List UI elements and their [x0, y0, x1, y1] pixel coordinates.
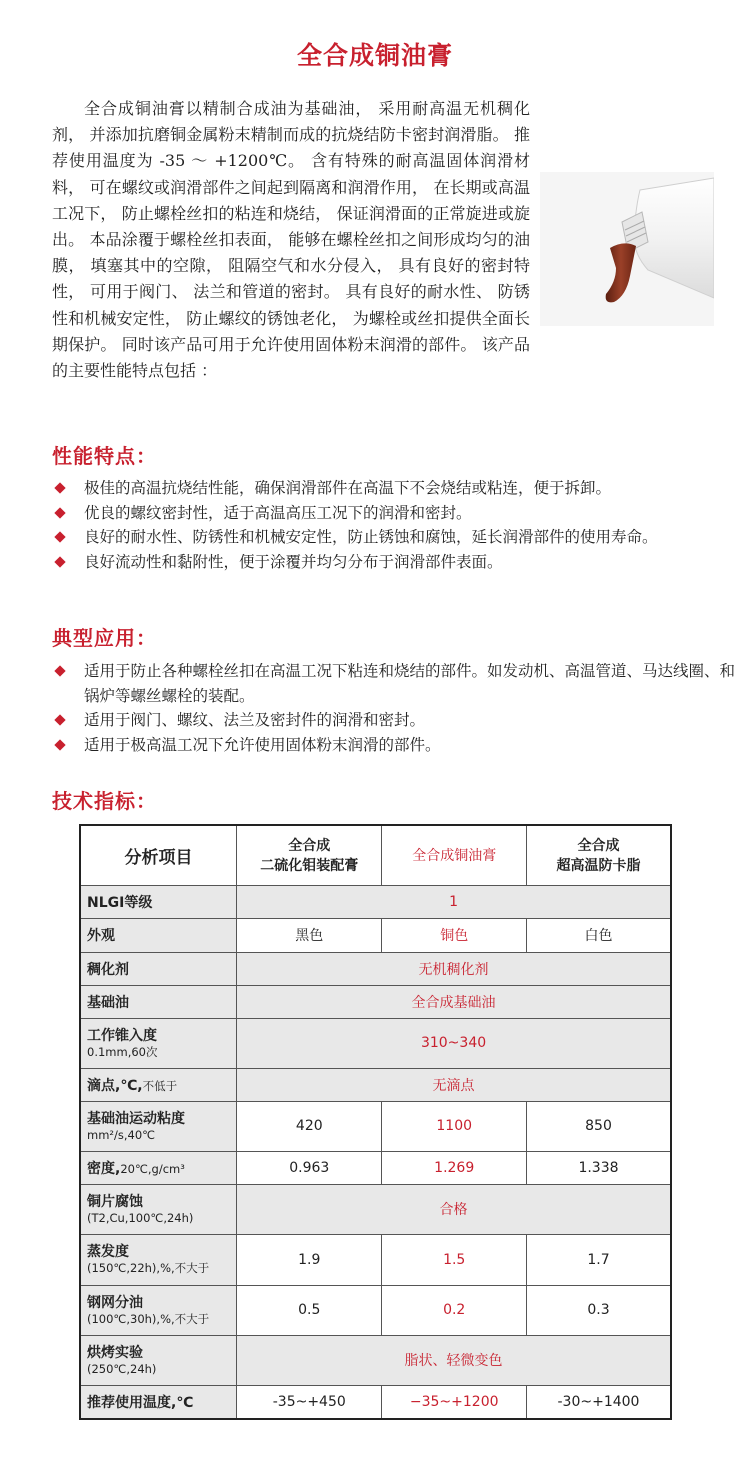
- list-item: 适用于防止各种螺栓丝扣在高温工况下粘连和烧结的部件。如发动机、高温管道、马达线圈、和锅炉等螺丝螺栓的装配。: [56, 659, 736, 708]
- applications-list: [56, 659, 736, 757]
- row-value: 合格: [237, 1184, 671, 1234]
- table-row: [80, 1285, 671, 1335]
- table-row: [80, 1335, 671, 1385]
- table-row: [80, 985, 671, 1018]
- features-heading: 性能特点：: [52, 444, 157, 468]
- cell-col2: 0.2: [382, 1285, 527, 1335]
- table-row: [80, 1234, 671, 1285]
- diamond-bullet-icon: [54, 531, 65, 542]
- cell-col1: -35~+450: [237, 1385, 382, 1419]
- applications-heading: 典型应用：: [52, 626, 157, 650]
- row-label: NLGI等级: [80, 885, 237, 918]
- row-label: 基础油运动粘度 mm²/s,40℃: [80, 1101, 237, 1151]
- header-col1: 全合成 二硫化钼装配膏: [237, 825, 382, 885]
- row-value: 1: [237, 885, 671, 918]
- list-item: 良好的耐水性、防锈性和机械安定性，防止锈蚀和腐蚀，延长润滑部件的使用寿命。: [56, 525, 736, 550]
- product-tube-image: [540, 172, 714, 326]
- row-label: 密度,20℃,g/cm³: [80, 1151, 237, 1184]
- row-label: 推荐使用温度,℃: [80, 1385, 237, 1419]
- diamond-bullet-icon: [54, 507, 65, 518]
- row-label: 工作锥入度 0.1mm,60次: [80, 1018, 237, 1068]
- cell-col2: −35~+1200: [382, 1385, 527, 1419]
- cell-col3: 白色: [526, 918, 671, 952]
- diamond-bullet-icon: [54, 739, 65, 750]
- page-title: 全合成铜油膏: [296, 41, 453, 70]
- features-list: [56, 476, 736, 574]
- header-col3: 全合成 超高温防卡脂: [526, 825, 671, 885]
- cell-col2: 1100: [382, 1101, 527, 1151]
- header-item: 分析项目: [80, 825, 237, 885]
- table-row: [80, 1151, 671, 1184]
- table-row: [80, 952, 671, 985]
- row-label: 蒸发度 (150℃,22h),%,不大于: [80, 1234, 237, 1285]
- spec-table: [79, 824, 672, 1420]
- cell-col1: 420: [237, 1101, 382, 1151]
- list-item: 极佳的高温抗烧结性能，确保润滑部件在高温下不会烧结或粘连，便于拆卸。: [56, 476, 736, 501]
- table-row: [80, 918, 671, 952]
- row-value: 全合成基础油: [237, 985, 671, 1018]
- row-value: 310~340: [237, 1018, 671, 1068]
- diamond-bullet-icon: [54, 665, 65, 676]
- row-label: 基础油: [80, 985, 237, 1018]
- list-item: 适用于阀门、螺纹、法兰及密封件的润滑和密封。: [56, 708, 736, 733]
- cell-col2: 铜色: [382, 918, 527, 952]
- cell-col3: 0.3: [526, 1285, 671, 1335]
- row-value: 无滴点: [237, 1068, 671, 1101]
- table-header-row: [80, 825, 671, 885]
- table-row: [80, 1385, 671, 1419]
- cell-col2: 1.269: [382, 1151, 527, 1184]
- row-label: 稠化剂: [80, 952, 237, 985]
- row-value: 无机稠化剂: [237, 952, 671, 985]
- specs-heading: 技术指标：: [52, 789, 157, 813]
- cell-col2: 1.5: [382, 1234, 527, 1285]
- cell-col3: -30~+1400: [526, 1385, 671, 1419]
- cell-col1: 0.5: [237, 1285, 382, 1335]
- intro-paragraph: 全合成铜油膏以精制合成油为基础油， 采用耐高温无机稠化剂， 并添加抗磨铜金属粉末精制而成的抗烧结防卡密封润滑脂。 推荐使用温度为 -35 ～ +1200℃。 含有特殊的耐高温固体润滑材料， 可在螺纹或润滑部件之间起到隔离和润滑作用， 在长期或高温工况下， 防止螺栓丝扣的粘连和烧结， 保证润滑面的正常旋进或旋出。 本品涂覆于螺栓丝扣表面， 能够在螺栓丝扣之间形成均匀的油膜， 填塞其中的空隙， 阻隔空气和水分侵入， 具有良好的密封特性， 可用于阀门、 法兰和管道的密封。 具有良好的耐水性、 防锈性和机械安定性， 防止螺纹的锈蚀老化， 为螺栓或丝扣提供全面长期保护。 同时该产品可用于允许使用固体粉末润滑的部件。 该产品的主要性能特点包括 ：: [52, 99, 530, 381]
- table-row: [80, 1068, 671, 1101]
- cell-col3: 1.7: [526, 1234, 671, 1285]
- row-label: 滴点,℃,不低于: [80, 1068, 237, 1101]
- table-row: [80, 1184, 671, 1234]
- cell-col1: 0.963: [237, 1151, 382, 1184]
- table-row: [80, 885, 671, 918]
- row-label: 烘烤实验 (250℃,24h): [80, 1335, 237, 1385]
- row-label: 铜片腐蚀 (T2,Cu,100℃,24h): [80, 1184, 237, 1234]
- diamond-bullet-icon: [54, 714, 65, 725]
- list-item: 优良的螺纹密封性，适于高温高压工况下的润滑和密封。: [56, 501, 736, 526]
- cell-col3: 850: [526, 1101, 671, 1151]
- diamond-bullet-icon: [54, 556, 65, 567]
- row-label: 外观: [80, 918, 237, 952]
- row-value: 脂状、轻微变色: [237, 1335, 671, 1385]
- list-item: 适用于极高温工况下允许使用固体粉末润滑的部件。: [56, 733, 736, 758]
- row-label: 钢网分油 (100℃,30h),%,不大于: [80, 1285, 237, 1335]
- cell-col1: 1.9: [237, 1234, 382, 1285]
- diamond-bullet-icon: [54, 482, 65, 493]
- cell-col3: 1.338: [526, 1151, 671, 1184]
- cell-col1: 黑色: [237, 918, 382, 952]
- list-item: 良好流动性和黏附性，便于涂覆并均匀分布于润滑部件表面。: [56, 550, 736, 575]
- table-row: [80, 1101, 671, 1151]
- header-col2: 全合成铜油膏: [382, 825, 527, 885]
- table-row: [80, 1018, 671, 1068]
